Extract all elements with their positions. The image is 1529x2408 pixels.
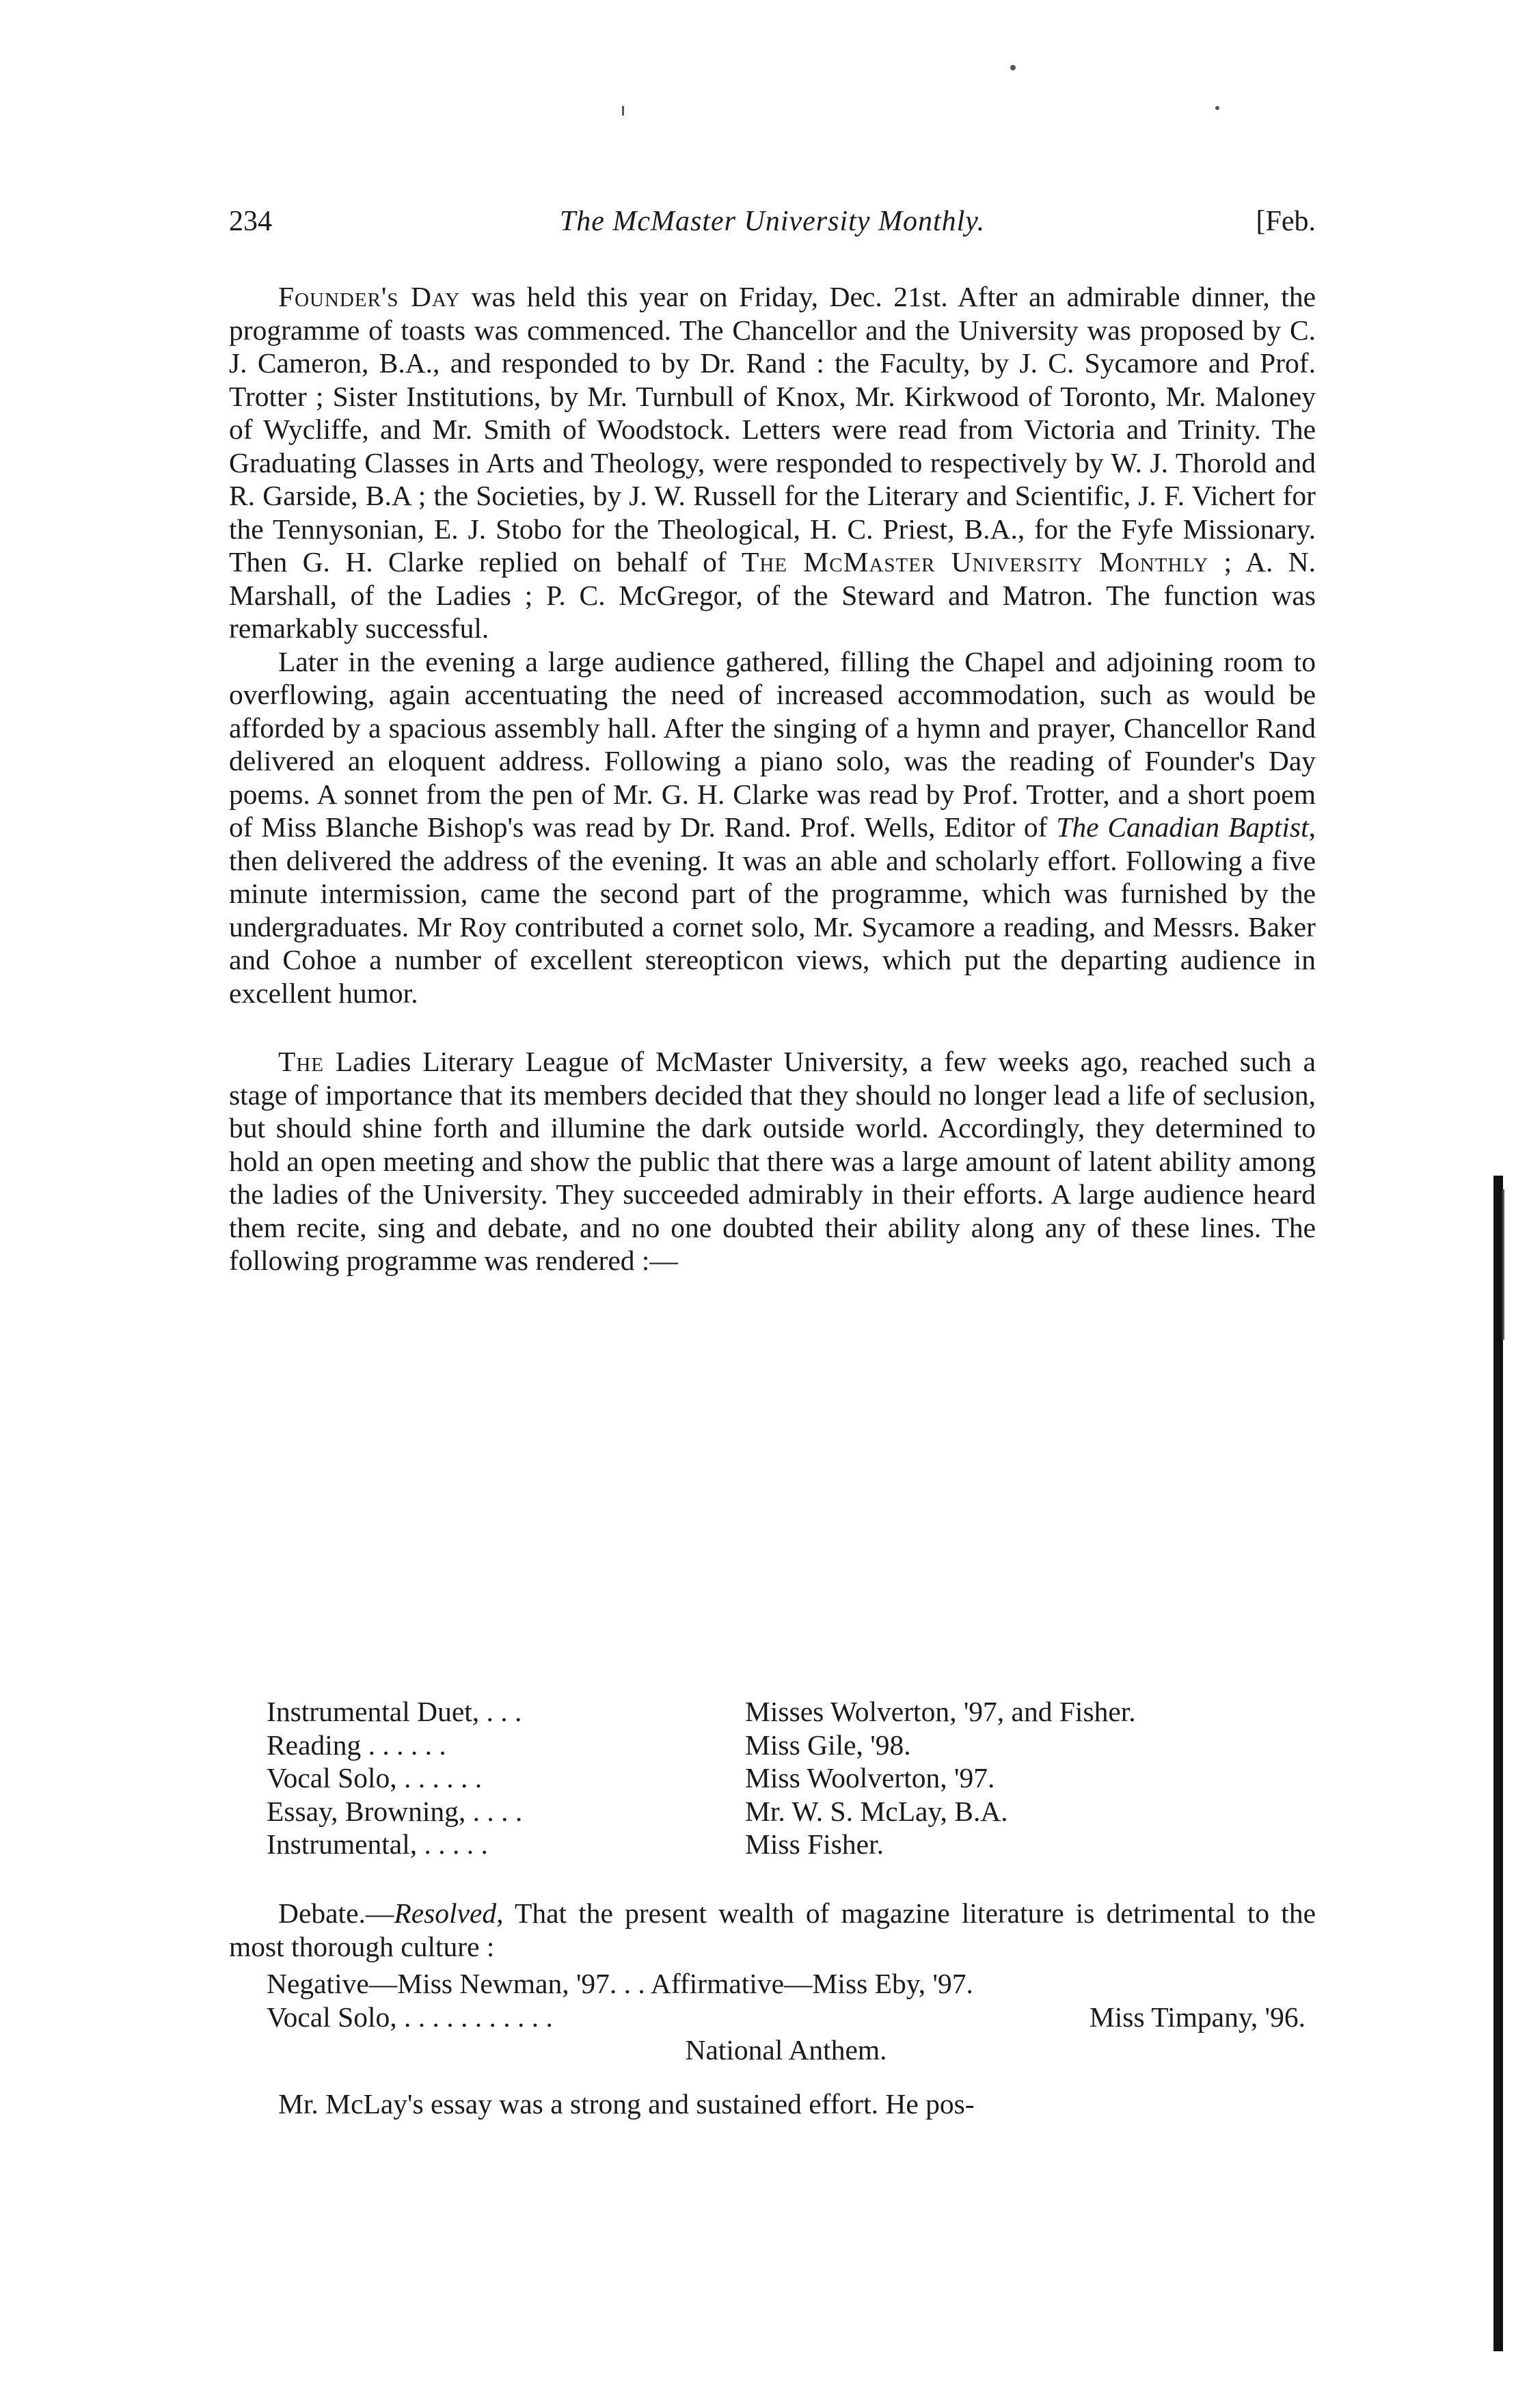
debate-resolution [229,1897,1316,1963]
page-number: 234 [229,206,272,237]
paragraph-founders-day [229,280,1316,645]
issue-month: [Feb. [1256,206,1316,237]
paragraph-text-continued: ; A. N. Marshall, of the Ladies ; P. C. McGregor, of the Steward and Matron. The function was remarkably successful. [229,546,1316,644]
scan-speck [622,106,624,116]
paragraph-text-continued: , then delivered the address of the evening. It was an able and scholarly effort. Following a five minute intermission, came the second part of the programme, which was furnished by the undergraduates. Mr Roy contributed a cornet solo, Mr. Sycamore a reading, and Messrs. Baker and Cohoe a number of excellent stereopticon views, which put the departing audience in excellent humor. [229,811,1316,1009]
programme-list [267,1695,1305,1861]
vocal-solo-item: Vocal Solo, . . . . . . . . . . . [267,2001,553,2033]
scan-speck [1215,106,1219,110]
programme-item: Instrumental, . . . . . [267,1828,488,1860]
scan-edge-shadow [1493,1176,1503,2351]
programme-item: Essay, Browning, . . . . [267,1795,523,1827]
programme-performer: Miss Gile, '98. [745,1729,911,1761]
lead-in-smallcaps: The [278,1046,325,1077]
debate-sides-row [267,1967,1305,2001]
vocal-solo-performer: Miss Timpany, '96. [1089,2001,1305,2033]
journal-title: The McMaster University Monthly. [559,206,986,237]
paragraph-text: was held this year on Friday, Dec. 21st. After an admirable dinner, the programme of toasts was commenced. The Chancellor and the University was proposed by C. J. Cameron, B.A., and responded to by Dr. Rand : the Faculty, by J. C. Sycamore and Prof. Trotter ; Sister Institutions, by Mr. Turnbull of Knox, Mr. Kirkwood of Toronto, Mr. Maloney of Wycliffe, and Mr. Smith of Woodstock. Letters were read from Victoria and Trinity. The Graduating Classes in Arts and Theology, were responded to respectively by W. J. Thorold and R. Garside, B.A ; the Societies, by J. W. Russell for the Literary and Scientific, J. F. Vichert for the Tennysonian, E. J. Stobo for the Theological, H. C. Priest, B.A., for the Fyfe Missionary. Then G. H. Clarke replied on behalf of [229,281,1316,578]
debate-sides: Negative—Miss Newman, '97. . . Affirmative—Miss Eby, '97. [267,1968,973,1999]
programme-performer: Mr. W. S. McLay, B.A. [745,1795,1008,1827]
programme-item: Vocal Solo, . . . . . . [267,1762,483,1794]
paragraph-ladies-league [229,1045,1316,1277]
scan-speck [1502,1189,1504,1340]
programme-row [267,1795,1305,1828]
resolution-text: That the present wealth of magazine literature is detrimental to the most thorough culture : [229,1897,1316,1962]
periodical-name: The Canadian Baptist [1056,811,1309,843]
monthly-name: The McMaster University Monthly [742,546,1209,578]
programme-performer: Miss Woolverton, '97. [745,1762,995,1794]
national-anthem: National Anthem. [685,2034,887,2066]
article-body [229,280,1316,1277]
programme-item: Reading . . . . . . [267,1729,446,1761]
lead-in-smallcaps: Founder's Day [278,281,461,312]
programme-row [267,1729,1305,1762]
running-header [229,205,1316,246]
debate-section [229,1897,1316,2120]
paragraph-text: Ladies Literary League of McMaster University, a few weeks ago, reached such a stage of importance that its members decided that they should no longer lead a life of seclusion, but should shine forth and illumine the dark outside world. Accordingly, they determined to hold an open meeting and show the public that there was a large amount of latent ability among the ladies of the University. They succeeded admirably in their efforts. A large audience heard them recite, sing and debate, and no one doubted their ability along any of these lines. The following programme was rendered :— [229,1046,1316,1276]
programme-item: Instrumental Duet, . . . [267,1696,522,1727]
programme-performer: Misses Wolverton, '97, and Fisher. [745,1696,1136,1727]
programme-performer: Miss Fisher. [745,1828,884,1860]
closing-paragraph: Mr. McLay's essay was a strong and sustained effort. He pos- [278,2087,975,2120]
scan-speck [1010,65,1016,70]
debate-lead: Debate.— [278,1897,394,1929]
paragraph-text: Later in the evening a large audience gathered, filling the Chapel and adjoining room to overflowing, again accentuating the need of increased accommodation, such as would be afforded by a spacious assembly hall. After the singing of a hymn and prayer, Chancellor Rand delivered an eloquent address. Following a piano solo, was the reading of Founder's Day poems. A sonnet from the pen of Mr. G. H. Clarke was read by Prof. Trotter, and a short poem of Miss Blanche Bishop's was read by Dr. Rand. Prof. Wells, Editor of [229,645,1316,843]
vocal-solo-row [267,2001,1305,2034]
resolved-word: Resolved, [394,1897,504,1929]
paragraph-evening [229,645,1316,1010]
debate-rows [229,1967,1305,2067]
programme-row [267,1828,1305,1861]
programme-row [267,1695,1305,1729]
programme-row [267,1761,1305,1795]
